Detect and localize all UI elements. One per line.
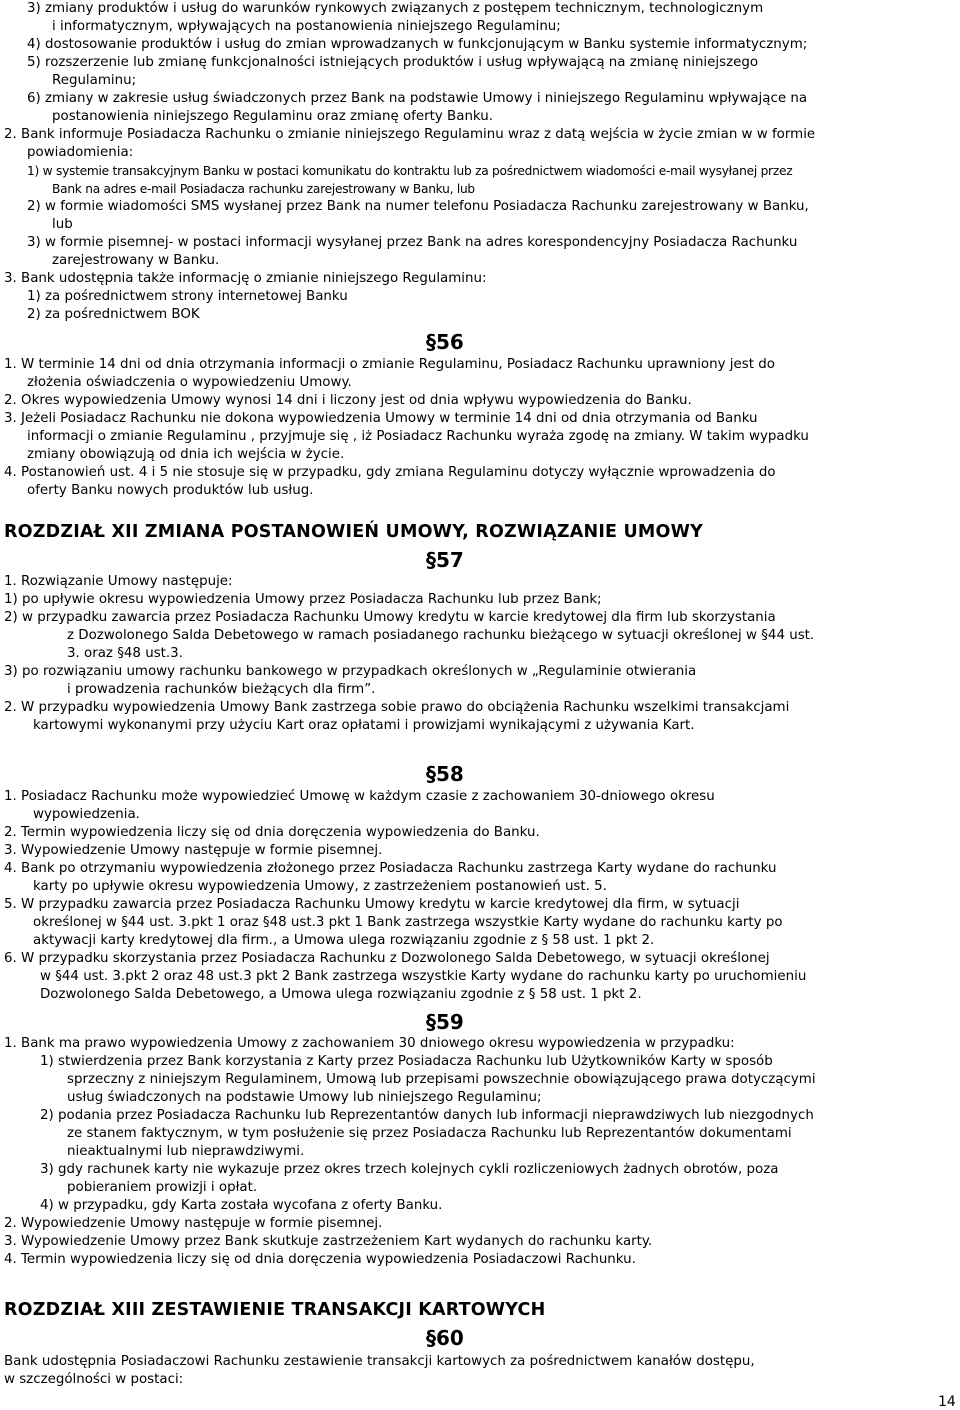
- text-line: 2) podania przez Posiadacza Rachunku lub Reprezentantów danych lub informacji nieprawdziwych lub niezgodnych: [40, 1108, 814, 1123]
- text-line: i prowadzenia rachunków bieżących dla firm”.: [67, 682, 376, 697]
- text-line: 2. W przypadku wypowiedzenia Umowy Bank zastrzega sobie prawo do obciążenia Rachunku wszelkimi transakcjami: [4, 700, 790, 715]
- text-line: 4. Termin wypowiedzenia liczy się od dnia doręczenia wypowiedzenia Posiadaczowi Rachunku.: [4, 1252, 636, 1267]
- text-line: Dozwolonego Salda Debetowego, a Umowa ulega rozwiązaniu zgodnie z § 58 ust. 1 pkt 2.: [40, 987, 642, 1002]
- text-line: 1. Posiadacz Rachunku może wypowiedzieć Umowę w każdym czasie z zachowaniem 30-dniowego okresu: [4, 789, 715, 804]
- text-line: określonej w §44 ust. 3.pkt 1 oraz §48 ust.3 pkt 1 Bank zastrzega wszystkie Karty wydane do rachunku karty po: [33, 915, 783, 930]
- text-line: 6) zmiany w zakresie usług świadczonych przez Bank na podstawie Umowy i niniejszego Regulaminu wpływające na: [27, 91, 808, 106]
- text-line: zarejestrowany w Banku.: [52, 253, 220, 268]
- text-line: 3) w formie pisemnej- w postaci informacji wysyłanej przez Bank na adres korespondencyjny Posiadacza Rachunku: [27, 235, 798, 250]
- text-line: 3. oraz §48 ust.3.: [67, 646, 183, 661]
- text-line: Bank na adres e-mail Posiadacza rachunku zarejestrowany w Banku, lub: [52, 182, 475, 196]
- text-line: usług świadczonych na podstawie Umowy lub niniejszego Regulaminu;: [67, 1090, 542, 1105]
- text-line: 4. Bank po otrzymaniu wypowiedzenia złożonego przez Posiadacza Rachunku zastrzega Karty wydane do rachunku: [4, 861, 777, 876]
- chapter-heading: ROZDZIAŁ XII ZMIANA POSTANOWIEŃ UMOWY, ROZWIĄZANIE UMOWY: [4, 522, 703, 542]
- text-line: 1) stwierdzenia przez Bank korzystania z Karty przez Posiadacza Rachunku lub Użytkowników Karty w sposób: [40, 1054, 773, 1069]
- text-line: 3. Bank udostępnia także informację o zmianie niniejszego Regulaminu:: [4, 271, 487, 286]
- text-line: w §44 ust. 3.pkt 2 oraz 48 ust.3 pkt 2 Bank zastrzega wszystkie Karty wydane do rachunku karty po uruchomieniu: [40, 969, 807, 984]
- text-line: z Dozwolonego Salda Debetowego w ramach posiadanego rachunku bieżącego w sytuacji określonej w §44 ust.: [67, 628, 815, 643]
- text-line: 2. Bank informuje Posiadacza Rachunku o zmianie niniejszego Regulaminu wraz z datą wejścia w życie zmian w w formie: [4, 127, 816, 142]
- text-line: 3) zmiany produktów i usług do warunków rynkowych związanych z postępem technicznym, technologicznym: [27, 1, 764, 16]
- text-line: 3. Wypowiedzenie Umowy przez Bank skutkuje zastrzeżeniem Kart wydanych do rachunku karty.: [4, 1234, 653, 1249]
- text-line: ze stanem faktycznym, w tym posłużenie się przez Posiadacza Rachunku lub Reprezentantów dokumentami: [67, 1126, 792, 1141]
- text-line: 1) za pośrednictwem strony internetowej Banku: [27, 289, 348, 304]
- text-line: 1. Bank ma prawo wypowiedzenia Umowy z zachowaniem 30 dniowego okresu wypowiedzenia w przypadku:: [4, 1036, 735, 1051]
- text-line: kartowymi wykonanymi przy użyciu Kart oraz opłatami i prowizjami wynikającymi z używania Kart.: [33, 718, 695, 733]
- page-number: 14: [938, 1394, 956, 1410]
- text-line: zmiany obowiązują od dnia ich wejścia w życie.: [27, 447, 345, 462]
- text-line: informacji o zmianie Regulaminu , przyjmuje się , iż Posiadacz Rachunku wyraża zgodę na zmiany. W takim wypadku: [27, 429, 809, 444]
- text-line: 2. Termin wypowiedzenia liczy się od dnia doręczenia wypowiedzenia do Banku.: [4, 825, 540, 840]
- text-line: 1. W terminie 14 dni od dnia otrzymania informacji o zmianie Regulaminu, Posiadacz Rachunku uprawniony jest do: [4, 357, 775, 372]
- text-line: 1) po upływie okresu wypowiedzenia Umowy przez Posiadacza Rachunku lub przez Bank;: [4, 592, 602, 607]
- section-heading: §60: [426, 1326, 464, 1350]
- text-line: pobieraniem prowizji i opłat.: [67, 1180, 258, 1195]
- text-line: 2. Wypowiedzenie Umowy następuje w formie pisemnej.: [4, 1216, 383, 1231]
- text-line: powiadomienia:: [27, 145, 134, 160]
- text-line: 5. W przypadku zawarcia przez Posiadacza Rachunku Umowy kredytu w karcie kredytowej dla firm, w sytuacji: [4, 897, 740, 912]
- text-line: aktywacji karty kredytowej dla firm., a Umowa ulega rozwiązaniu zgodnie z § 58 ust. 1 pkt 2.: [33, 933, 655, 948]
- text-line: złożenia oświadczenia o wypowiedzeniu Umowy.: [27, 375, 352, 390]
- text-line: 1) w systemie transakcyjnym Banku w postaci komunikatu do kontraktu lub za pośrednictwem wiadomości e-mail wysyłanej przez: [27, 164, 793, 178]
- section-heading: §58: [426, 762, 464, 786]
- text-line: 3) gdy rachunek karty nie wykazuje przez okres trzech kolejnych cykli rozliczeniowych żadnych obrotów, poza: [40, 1162, 779, 1177]
- text-line: Regulaminu;: [52, 73, 137, 88]
- text-line: 3. Jeżeli Posiadacz Rachunku nie dokona wypowiedzenia Umowy w terminie 14 dni od dnia otrzymania od Banku: [4, 411, 758, 426]
- text-line: wypowiedzenia.: [33, 807, 140, 822]
- text-line: postanowienia niniejszego Regulaminu oraz zmianę oferty Banku.: [52, 109, 494, 124]
- text-line: 5) rozszerzenie lub zmianę funkcjonalności istniejących produktów i usług wpływającą na zmianę niniejszego: [27, 55, 759, 70]
- text-line: karty po upływie okresu wypowiedzenia Umowy, z zastrzeżeniem postanowień ust. 5.: [33, 879, 607, 894]
- text-line: 2) w przypadku zawarcia przez Posiadacza Rachunku Umowy kredytu w karcie kredytowej dla firm lub skorzystania: [4, 610, 776, 625]
- section-heading: §56: [426, 330, 464, 354]
- chapter-heading: ROZDZIAŁ XIII ZESTAWIENIE TRANSAKCJI KARTOWYCH: [4, 1300, 546, 1320]
- text-line: lub: [52, 217, 73, 232]
- text-line: 4) dostosowanie produktów i usług do zmian wprowadzanych w funkcjonującym w Banku systemie informatycznym;: [27, 37, 808, 52]
- text-line: 4. Postanowień ust. 4 i 5 nie stosuje się w przypadku, gdy zmiana Regulaminu dotyczy wyłącznie wprowadzenia do: [4, 465, 776, 480]
- text-line: 2. Okres wypowiedzenia Umowy wynosi 14 dni i liczony jest od dnia wpływu wypowiedzenia do Banku.: [4, 393, 692, 408]
- text-line: nieaktualnymi lub nieprawdziwymi.: [67, 1144, 305, 1159]
- text-line: 4) w przypadku, gdy Karta została wycofana z oferty Banku.: [40, 1198, 443, 1213]
- text-line: 2) w formie wiadomości SMS wysłanej przez Bank na numer telefonu Posiadacza Rachunku zarejestrowany w Banku,: [27, 199, 809, 214]
- section-heading: §57: [426, 548, 464, 572]
- text-line: sprzeczny z niniejszym Regulaminem, Umową lub przepisami powszechnie obowiązującego prawa dotyczącymi: [67, 1072, 816, 1087]
- text-line: Bank udostępnia Posiadaczowi Rachunku zestawienie transakcji kartowych za pośrednictwem kanałów dostępu,: [4, 1354, 755, 1369]
- text-line: w szczególności w postaci:: [4, 1372, 184, 1387]
- text-line: 3. Wypowiedzenie Umowy następuje w formie pisemnej.: [4, 843, 383, 858]
- text-line: 3) po rozwiązaniu umowy rachunku bankowego w przypadkach określonych w „Regulaminie otwierania: [4, 664, 697, 679]
- text-line: 2) za pośrednictwem BOK: [27, 307, 200, 322]
- text-line: 1. Rozwiązanie Umowy następuje:: [4, 574, 233, 589]
- text-line: i informatycznym, wpływających na postanowienia niniejszego Regulaminu;: [52, 19, 561, 34]
- text-line: 6. W przypadku skorzystania przez Posiadacza Rachunku z Dozwolonego Salda Debetowego, w sytuacji określonej: [4, 951, 770, 966]
- text-line: oferty Banku nowych produktów lub usług.: [27, 483, 314, 498]
- section-heading: §59: [426, 1010, 464, 1034]
